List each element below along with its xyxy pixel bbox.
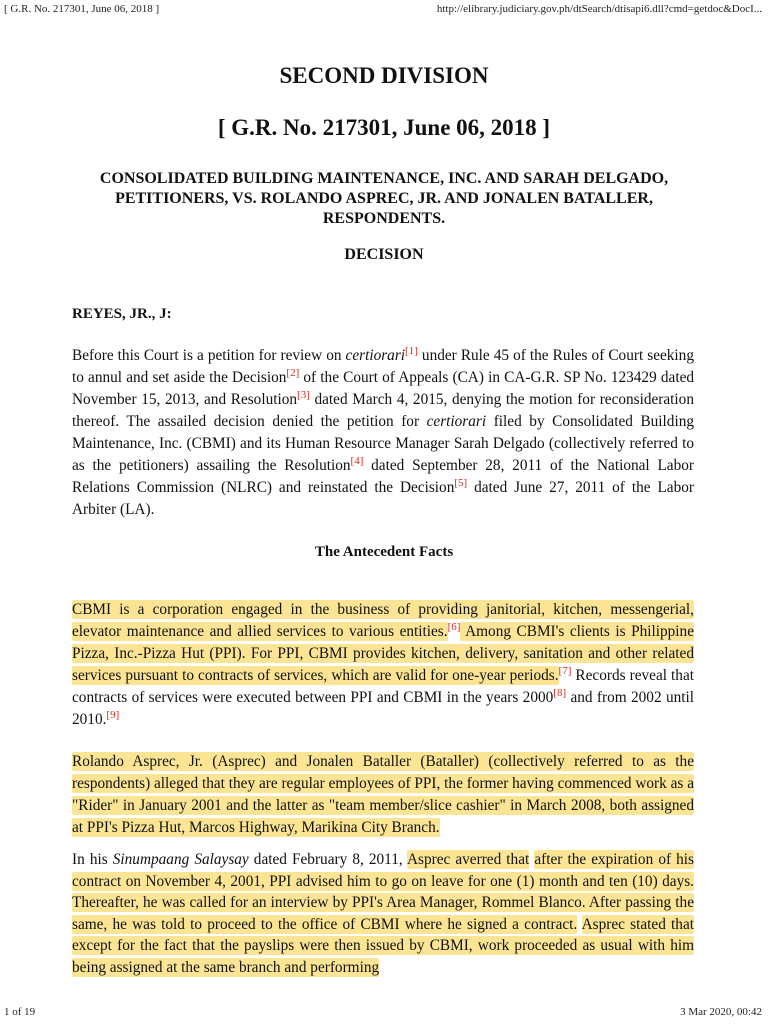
- paragraph-1: Before this Court is a petition for review on certiorari[1] under Rule 45 of the Rules of Court seeking to annul and set aside the Decision[2] of the Court of Appeals (CA) in CA-G.R. SP No. 123429 dated November 15, 2013, and Resolution[3] dated March 4, 2015, denying the motion for reconsideration thereof. The assailed decision denied the petition for certiorari filed by Consolidated Building Maintenance, Inc. (CBMI) and its Human Resource Manager Sarah Delgado (collectively referred to as the petitioners) assailing the Resolution[4] dated September 28, 2011 of the National Labor Relations Commission (NLRC) and reinstated the Decision[5] dated June 27, 2011 of the Labor Arbiter (LA).: [72, 345, 695, 518]
- page-counter: 1 of 19: [4, 1006, 36, 1018]
- division-heading: SECOND DIVISION: [279, 63, 489, 88]
- header-url[interactable]: http://elibrary.judiciary.gov.ph/dtSearch/dtisapi6.dll?cmd=getdoc&DocI...: [436, 3, 762, 15]
- paragraph-4: In his Sinumpaang Salaysay dated February 8, 2011, Asprec averred that after the expiration of his contract on November 4, 2001, PPI advised him to go on leave for one (1) month and ten (10) days. Thereafter, he was called for an interview by PPI's Area Manager, Rommel Blanco. After passing the same, he was told to proceed to the office of CBMI where he signed a contract. Asprec stated that except for the fact that the payslips were then issued by CBMI, work proceeded as usual with him being assigned at the same branch and performing: [72, 851, 694, 976]
- footnote-link-1[interactable]: [1]: [405, 345, 418, 357]
- parties-heading: CONSOLIDATED BUILDING MAINTENANCE, INC. AND SARAH DELGADO, PETITIONERS, VS. ROLANDO ASPREC, JR. AND JONALEN BATALLER, RESPONDENTS.: [99, 170, 669, 227]
- page-footer: [0, 1002, 768, 1024]
- footnote-link-8[interactable]: [8]: [553, 687, 567, 699]
- highlight: CBMI is a corporation engaged in the business of providing janitorial, kitchen, messengerial, elevator maintenance and allied services to various entities.: [72, 601, 694, 640]
- footnote-link-9[interactable]: [9]: [106, 709, 120, 721]
- highlight: after the expiration of his contract on November 4, 2001, PPI advised him to go on leave for one (1) month and ten (10) days. Thereafter, he was called for an interview by PPI's Area Manager, Rommel Blanco. After passing the same, he was told to proceed to the office of CBMI where he signed a contract.: [72, 851, 694, 933]
- footnote-link-2[interactable]: [2]: [286, 367, 300, 379]
- case-number-heading: [ G.R. No. 217301, June 06, 2018 ]: [217, 115, 551, 140]
- paragraph-2: CBMI is a corporation engaged in the business of providing janitorial, kitchen, messengerial, elevator maintenance and allied services to various entities.[6] Among CBMI's clients is Philippine Pizza, Inc.-Pizza Hut (PPI). For PPI, CBMI provides kitchen, delivery, sanitation and other related services pursuant to contracts of services, which are valid for one-year periods.[7] Records reveal that contracts of services were executed between PPI and CBMI in the years 2000[8] and from 2002 until 2010.[9]: [72, 601, 694, 728]
- highlight: Asprec stated that except for the fact that the payslips were then issued by CBMI, work proceeded as usual with him being assigned at the same branch and performing: [72, 915, 694, 976]
- decision-heading: DECISION: [344, 246, 424, 263]
- footnote-link-3[interactable]: [3]: [297, 389, 310, 401]
- highlight: Among CBMI's clients is Philippine Pizza, Inc.-Pizza Hut (PPI). For PPI, CBMI provides kitchen, delivery, sanitation and other related services pursuant to contracts of services, which are valid for one-year periods.: [72, 623, 694, 684]
- footnote-link-4[interactable]: [4]: [350, 455, 364, 467]
- footnote-link-7[interactable]: [7]: [558, 665, 572, 677]
- highlight: Asprec averred that: [406, 851, 530, 868]
- section-heading: The Antecedent Facts: [314, 544, 454, 560]
- print-timestamp: 3 Mar 2020, 00:42: [680, 1006, 762, 1018]
- footnote-link-5[interactable]: [5]: [454, 477, 468, 489]
- highlight: Rolando Asprec, Jr. (Asprec) and Jonalen Bataller (Bataller) (collectively referred to as the respondents) alleged that they are regular employees of PPI, the former having commenced work as a "Rider" in January 2001 and the latter as "team member/slice cashier" in March 2008, both assigned at PPI's Pizza Hut, Marcos Highway, Marikina City Branch.: [72, 753, 694, 836]
- ponente: REYES, JR., J:: [72, 306, 172, 322]
- paragraph-3: [72, 751, 694, 839]
- page-header: [0, 0, 768, 20]
- header-case-title: [ G.R. No. 217301, June 06, 2018 ]: [4, 3, 160, 15]
- footnote-link-6[interactable]: [6]: [447, 621, 461, 633]
